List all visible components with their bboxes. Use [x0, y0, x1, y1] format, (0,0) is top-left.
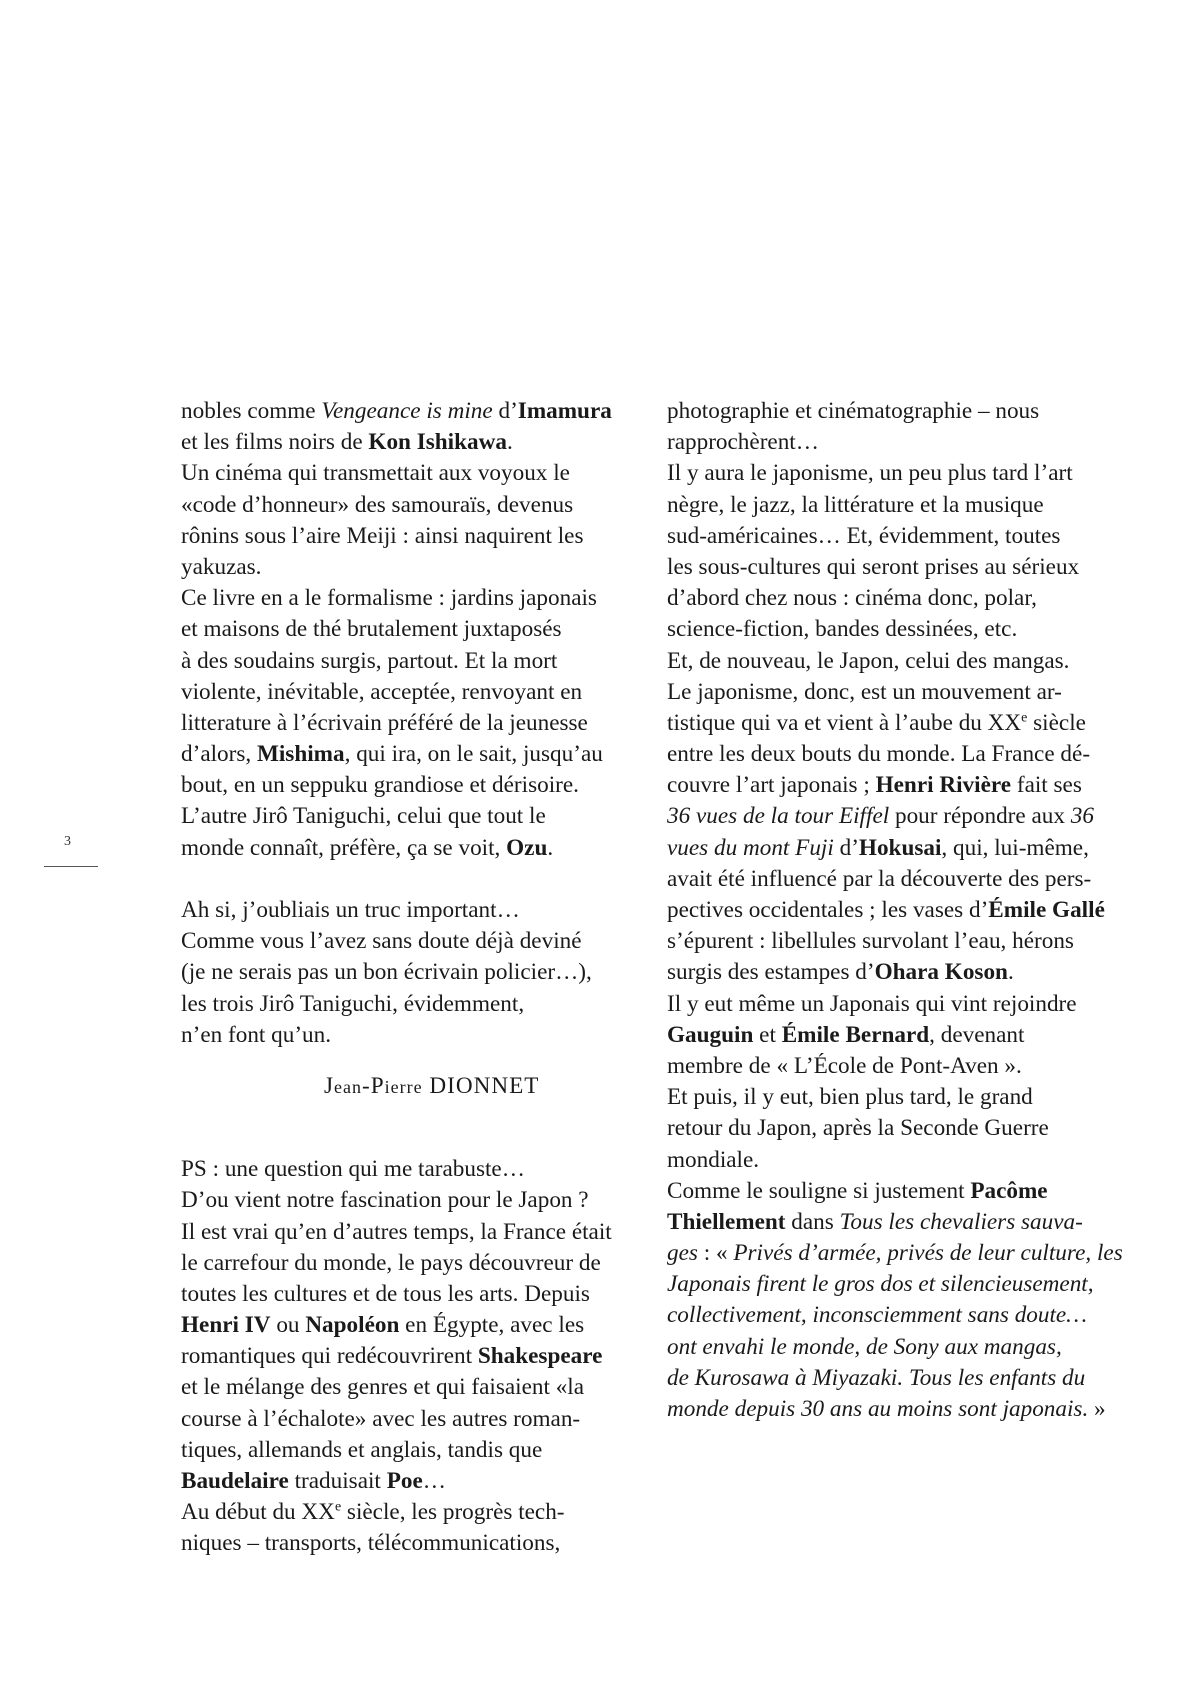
text-run: en Égypte, avec les — [399, 1312, 585, 1339]
text-run: à des soudains surgis, partout. Et la mort — [181, 647, 558, 674]
text-run: «code d’honneur» des samouraïs, devenus — [181, 491, 574, 518]
bold-name: Imamura — [517, 398, 612, 424]
text-line — [667, 770, 1137, 801]
text-line — [181, 552, 651, 583]
text-line — [181, 614, 651, 645]
text-run: d’ — [492, 398, 518, 424]
text-run: entre les deux bouts du monde. La France dé- — [667, 741, 1091, 768]
text-run: couvre l’art japonais ; — [667, 772, 876, 799]
text-run: Comme vous l’avez sans doute déjà deviné — [181, 928, 582, 955]
italic-text: monde depuis 30 ans au moins sont japonais. — [667, 1396, 1089, 1422]
text-line — [181, 708, 651, 739]
left-body-text — [181, 396, 651, 1051]
text-run: PS : une question qui me tarabuste… — [181, 1156, 525, 1183]
text-line — [181, 1310, 651, 1341]
text-line — [667, 1082, 1137, 1113]
text-run: s’épurent : libellules survolant l’eau, hérons — [667, 928, 1074, 955]
italic-text: ges — [667, 1240, 698, 1267]
bold-name: Ohara Koson — [874, 959, 1008, 986]
text-line — [667, 1332, 1137, 1363]
text-run: sud-américaines… Et, évidemment, toutes — [667, 522, 1061, 549]
text-line — [181, 521, 651, 552]
text-line — [667, 1176, 1137, 1207]
text-line — [667, 1238, 1137, 1269]
text-line — [181, 957, 651, 988]
text-run: , devenant — [929, 1021, 1025, 1048]
text-run: les sous-cultures qui seront prises au sérieux — [667, 553, 1080, 580]
page-number-rule — [44, 866, 98, 867]
text-line — [667, 708, 1137, 739]
bold-name: Émile Bernard — [781, 1021, 930, 1048]
text-run: nobles comme — [181, 398, 322, 424]
text-line — [181, 1341, 651, 1372]
text-run: D’ou vient notre fascination pour le Japon ? — [181, 1187, 589, 1214]
text-line — [181, 770, 651, 801]
text-run: n’en font qu’un. — [181, 1021, 332, 1048]
text-run: dans — [785, 1208, 840, 1235]
text-line — [667, 801, 1137, 832]
italic-text: vues du mont Fuji — [667, 834, 834, 861]
right-body-text — [667, 396, 1137, 1425]
text-run: Il est vrai qu’en d’autres temps, la France était — [181, 1218, 612, 1245]
text-line — [181, 926, 651, 957]
text-line — [667, 833, 1137, 864]
bold-name: Shakespeare — [477, 1343, 603, 1370]
text-line — [667, 989, 1137, 1020]
text-run: retour du Japon, après la Seconde Guerre — [667, 1115, 1049, 1142]
text-run: litterature à l’écrivain préféré de la jeunesse — [181, 709, 588, 736]
bold-name: Napoléon — [305, 1312, 400, 1339]
italic-text: collectivement, inconsciemment sans doute… — [667, 1302, 1087, 1329]
text-line — [181, 1279, 651, 1310]
author-signature — [181, 1071, 651, 1102]
text-line — [667, 1394, 1137, 1425]
text-line — [667, 1269, 1137, 1300]
text-run: siècle, les progrès tech- — [341, 1499, 565, 1526]
left-ps-text — [181, 1154, 651, 1559]
text-line — [181, 1020, 651, 1051]
text-run: Et, de nouveau, le Japon, celui des mangas. — [667, 647, 1070, 674]
text-line — [667, 521, 1137, 552]
bold-name: Henri IV — [181, 1312, 271, 1339]
text-line — [667, 1020, 1137, 1051]
text-line — [667, 1145, 1137, 1176]
text-run: Au début du XX — [181, 1499, 335, 1526]
text-line — [181, 396, 651, 427]
text-run: violente, inévitable, acceptée, renvoyant en — [181, 678, 583, 705]
text-run: . — [547, 834, 554, 861]
text-run: nègre, le jazz, la littérature et la musique — [667, 491, 1044, 518]
italic-text: Tous les chevaliers sauva- — [839, 1208, 1083, 1235]
text-line — [181, 583, 651, 614]
bold-name: Émile Gallé — [988, 897, 1105, 923]
text-run: , qui ira, on le sait, jusqu’au — [344, 741, 603, 768]
text-line — [667, 926, 1137, 957]
text-line — [667, 1113, 1137, 1144]
paragraph-gap — [181, 864, 651, 895]
text-line — [181, 646, 651, 677]
bold-name: Henri Rivière — [875, 772, 1012, 799]
text-run: le carrefour du monde, le pays découvreur de — [181, 1249, 601, 1276]
italic-text: ont envahi le monde, de Sony aux mangas, — [667, 1333, 1062, 1360]
bold-name: Hokusai — [858, 834, 942, 861]
text-run: niques – transports, télécommunications, — [181, 1530, 561, 1557]
text-line — [181, 1372, 651, 1403]
ps-spacer — [181, 1102, 651, 1154]
text-line — [181, 1435, 651, 1466]
text-run: , qui, lui-même, — [941, 834, 1089, 861]
text-line — [181, 739, 651, 770]
text-run: mondiale. — [667, 1146, 760, 1173]
text-line — [667, 458, 1137, 489]
italic-text: Vengeance is mine — [321, 398, 493, 424]
text-line — [667, 677, 1137, 708]
italic-text: de Kurosawa à Miyazaki. Tous les enfants du — [667, 1364, 1086, 1391]
text-run: science-fiction, bandes dessinées, etc. — [667, 616, 1018, 643]
text-run: et le mélange des genres et qui faisaient «la — [181, 1374, 585, 1401]
text-run: pour répondre aux — [889, 803, 1071, 830]
text-run: rapprochèrent… — [667, 429, 819, 456]
text-run: Un cinéma qui transmettait aux voyoux le — [181, 460, 570, 487]
text-line — [181, 989, 651, 1020]
text-line — [667, 490, 1137, 521]
italic-text: 36 vues de la tour Eiffel — [667, 803, 890, 830]
text-line — [667, 957, 1137, 988]
text-run: (je ne serais pas un bon écrivain policier…), — [181, 959, 592, 986]
signature-small-caps-ierre: ierre — [384, 1076, 423, 1097]
text-run: d’abord chez nous : cinéma donc, polar, — [667, 585, 1037, 612]
text-run: : « — [697, 1240, 734, 1267]
text-run: rônins sous l’aire Meiji : ainsi naquirent les — [181, 522, 584, 549]
text-run: et maisons de thé brutalement juxtaposés — [181, 616, 562, 643]
text-run: L’autre Jirô Taniguchi, celui que tout le — [181, 803, 546, 830]
text-run: pectives occidentales ; les vases d’ — [667, 897, 989, 923]
text-line — [667, 614, 1137, 645]
text-line — [181, 1404, 651, 1435]
text-run: » — [1088, 1396, 1106, 1422]
text-line — [181, 1528, 651, 1559]
bold-name: Pacôme — [970, 1177, 1048, 1204]
bold-name: Mishima — [256, 741, 345, 768]
text-line — [181, 1248, 651, 1279]
text-line — [181, 458, 651, 489]
text-run: … — [422, 1468, 446, 1494]
text-line — [181, 1497, 651, 1528]
text-run: Il y eut même un Japonais qui vint rejoindre — [667, 990, 1077, 1017]
text-line — [667, 427, 1137, 458]
text-run: fait ses — [1011, 772, 1082, 799]
text-run: membre de « L’École de Pont-Aven ». — [667, 1052, 1022, 1079]
text-run: traduisait — [288, 1468, 387, 1494]
text-line — [181, 427, 651, 458]
text-line — [181, 1154, 651, 1185]
text-run: siècle — [1027, 709, 1086, 736]
text-run: course à l’échalote» avec les autres roman- — [181, 1405, 581, 1432]
text-run: Le japonisme, donc, est un mouvement ar- — [667, 678, 1062, 705]
left-column — [181, 396, 651, 1560]
bold-name: Gauguin — [667, 1021, 754, 1048]
text-line — [667, 1363, 1137, 1394]
text-run: et les films noirs de — [181, 429, 369, 456]
text-run: d’ — [833, 834, 859, 861]
text-line — [181, 490, 651, 521]
text-line — [667, 1051, 1137, 1082]
text-run: et — [753, 1021, 782, 1048]
text-line — [667, 646, 1137, 677]
text-run: surgis des estampes d’ — [667, 959, 875, 986]
bold-name: Poe — [386, 1468, 423, 1494]
text-run: tiques, allemands et anglais, tandis que — [181, 1436, 543, 1463]
bold-name: Baudelaire — [181, 1468, 289, 1494]
superscript: e — [1021, 710, 1028, 726]
text-line — [181, 801, 651, 832]
text-run: Comme le souligne si justement — [667, 1177, 971, 1204]
signature-spacer — [181, 1051, 651, 1071]
text-run: yakuzas. — [181, 553, 262, 580]
text-run: d’alors, — [181, 741, 257, 768]
bold-name: Ozu — [506, 834, 548, 861]
text-run: photographie et cinématographie – nous — [667, 398, 1040, 424]
text-line — [181, 833, 651, 864]
signature-initial-p: P — [370, 1072, 385, 1099]
text-line — [667, 583, 1137, 614]
italic-text: Privés d’armée, privés de leur culture, les — [733, 1240, 1123, 1267]
text-run: Ah si, j’oubliais un truc important… — [181, 897, 520, 923]
text-run: monde connaît, préfère, ça se voit, — [181, 834, 507, 861]
right-column — [667, 396, 1137, 1425]
text-run: . — [1007, 959, 1014, 986]
bold-name: Kon Ishikawa — [368, 429, 507, 456]
text-line — [181, 677, 651, 708]
text-line — [667, 1300, 1137, 1331]
text-run: toutes les cultures et de tous les arts. Depuis — [181, 1280, 590, 1307]
text-run: Il y aura le japonisme, un peu plus tard l’art — [667, 460, 1073, 487]
text-run: . — [506, 429, 513, 456]
text-line — [667, 895, 1137, 926]
text-line — [667, 864, 1137, 895]
text-line — [667, 739, 1137, 770]
text-run: les trois Jirô Taniguchi, évidemment, — [181, 990, 525, 1017]
text-run: Et puis, il y eut, bien plus tard, le grand — [667, 1084, 1033, 1111]
signature-small-caps-ean: ean — [334, 1076, 363, 1097]
text-run: bout, en un seppuku grandiose et dérisoire. — [181, 772, 579, 799]
text-line — [181, 1185, 651, 1216]
page-number: 3 — [64, 834, 71, 849]
bold-name: Thiellement — [667, 1208, 786, 1235]
italic-text: Japonais firent le gros dos et silencieusement, — [667, 1271, 1094, 1298]
italic-text: 36 — [1070, 803, 1094, 830]
text-run: tistique qui va et vient à l’aube du XX — [667, 709, 1022, 736]
text-run: Ce livre en a le formalisme : jardins japonais — [181, 585, 597, 612]
text-line — [181, 895, 651, 926]
text-run: ou — [270, 1312, 306, 1339]
signature-hyphen: - — [362, 1072, 371, 1099]
text-line — [667, 396, 1137, 427]
text-line — [181, 1217, 651, 1248]
text-line — [667, 552, 1137, 583]
signature-surname: DIONNET — [429, 1072, 540, 1099]
text-line — [181, 1466, 651, 1497]
signature-initial-j: J — [324, 1072, 335, 1099]
text-run: avait été influencé par la découverte des pers- — [667, 865, 1092, 892]
text-line — [667, 1207, 1137, 1238]
superscript: e — [334, 1499, 342, 1515]
text-run: romantiques qui redécouvrirent — [181, 1343, 478, 1370]
